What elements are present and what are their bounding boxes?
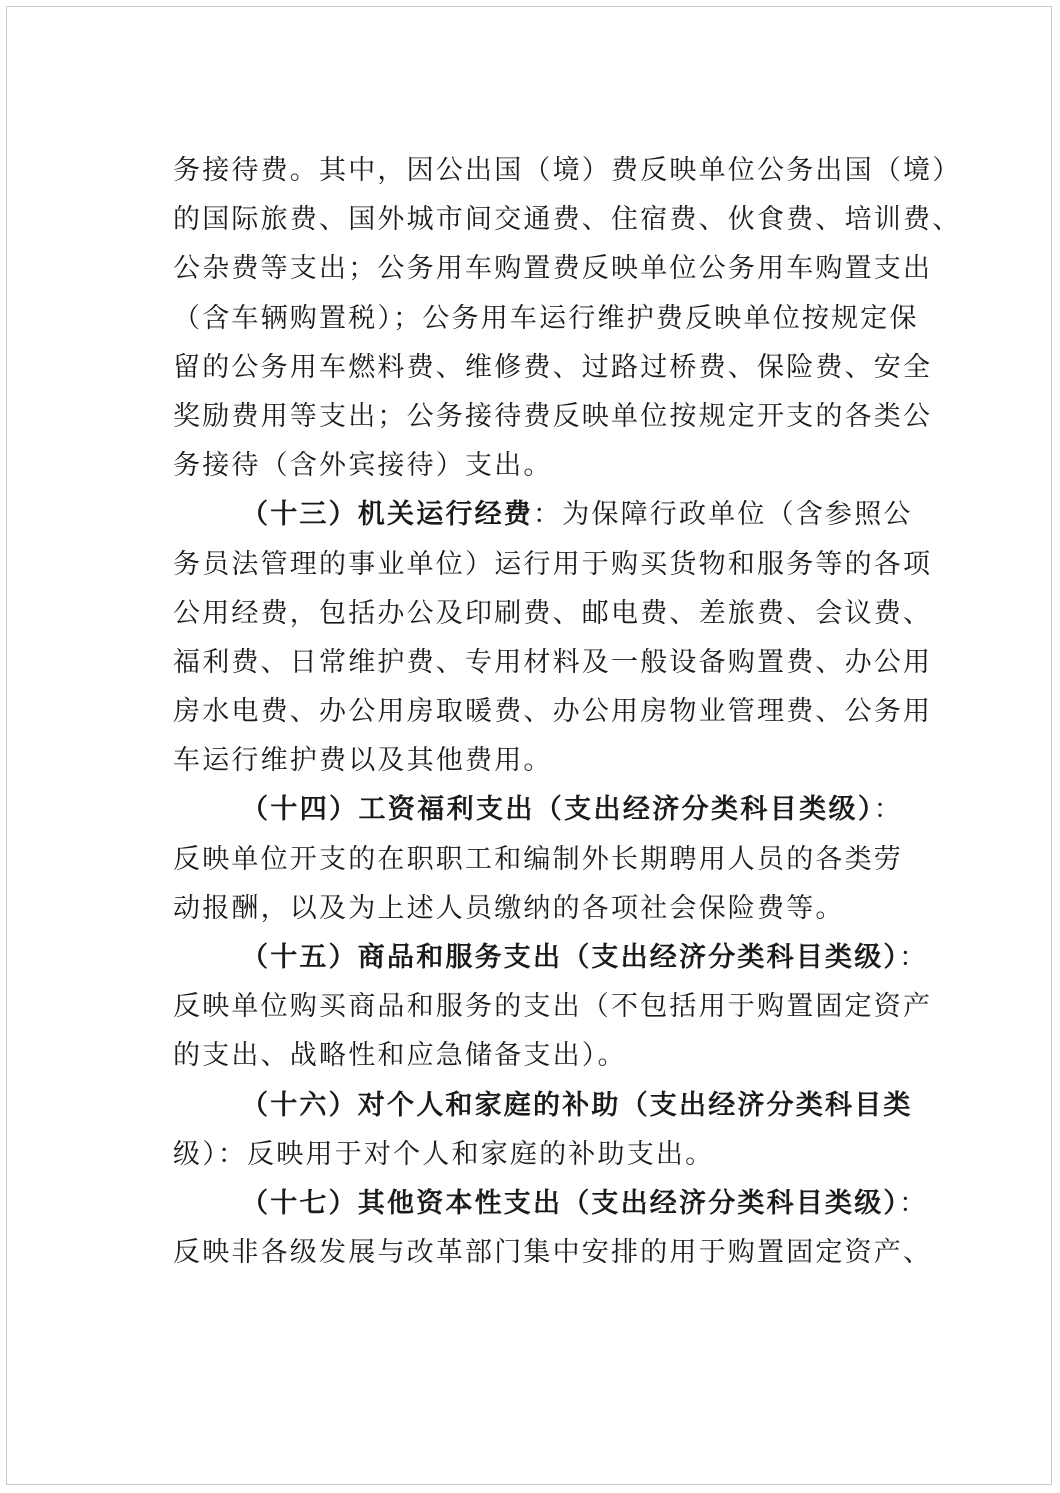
text-line: 公用经费，包括办公及印刷费、邮电费、差旅费、会议费、	[173, 597, 933, 629]
text-line: 福利费、日常维护费、专用材料及一般设备购置费、办公用	[173, 646, 933, 678]
text-line: 反映单位开支的在职职工和编制外长期聘用人员的各类劳	[173, 843, 903, 875]
paragraph-first-line	[173, 1179, 929, 1228]
paragraph-first-line	[173, 1081, 913, 1130]
section-heading: （十七）其他资本性支出（支出经济分类科目类级）	[241, 1187, 900, 1219]
paragraph-16-household-subsidy	[173, 1081, 913, 1179]
paragraph-public-expense-continued	[173, 146, 962, 490]
paragraph-first-line	[173, 785, 903, 834]
text-line: 务员法管理的事业单位）运行用于购买货物和服务等的各项	[173, 548, 933, 580]
section-heading: （十六）对个人和家庭的补助（支出经济分类科目类	[241, 1089, 913, 1121]
text-line: 的支出、战略性和应急储备支出）。	[173, 1040, 627, 1072]
heading-continuation: ：	[873, 794, 903, 826]
paragraph-first-line	[173, 933, 929, 982]
section-heading: （十四）工资福利支出（支出经济分类科目类级）	[241, 794, 874, 826]
paragraph-13-operating-funds	[173, 490, 933, 785]
paragraph-15-goods-services	[173, 933, 933, 1081]
text-line: 务接待费。其中，因公出国（境）费反映单位公务出国（境）	[173, 155, 962, 186]
text-line: 动报酬，以及为上述人员缴纳的各项社会保险费等。	[173, 892, 845, 924]
paragraph-first-line	[173, 490, 913, 539]
text-line: 级）：反映用于对个人和家庭的补助支出。	[173, 1138, 715, 1170]
document-body	[173, 146, 962, 1277]
heading-continuation: ：	[899, 942, 929, 973]
text-line: 奖励费用等支出；公务接待费反映单位按规定开支的各类公	[173, 400, 933, 432]
text-line: 务接待（含外宾接待）支出。	[173, 450, 553, 482]
paragraph-14-wages-welfare	[173, 785, 903, 933]
text-line: 车运行维护费以及其他费用。	[173, 745, 553, 777]
text-line: 反映非各级发展与改革部门集中安排的用于购置固定资产、	[173, 1237, 933, 1269]
text-line: （含车辆购置税）；公务用车运行维护费反映单位按规定保	[173, 302, 919, 334]
text-line: 的国际旅费、国外城市间交通费、住宿费、伙食费、培训费、	[173, 204, 962, 236]
text-line: 留的公务用车燃料费、维修费、过路过桥费、保险费、安全	[173, 351, 933, 383]
text-line: 反映单位购买商品和服务的支出（不包括用于购置固定资产	[173, 991, 933, 1023]
paragraph-17-other-capital	[173, 1179, 933, 1277]
section-heading: （十三）机关运行经费	[241, 499, 533, 531]
text-line: 公杂费等支出；公务用车购置费反映单位公务用车购置支出	[173, 253, 933, 285]
heading-continuation: ：	[899, 1187, 929, 1219]
text-line: 房水电费、办公用房取暖费、办公用房物业管理费、公务用	[173, 696, 933, 728]
section-heading: （十五）商品和服务支出（支出经济分类科目类级）	[241, 942, 900, 973]
heading-continuation: ：为保障行政单位（含参照公	[533, 499, 913, 531]
page-frame	[6, 6, 1052, 1485]
